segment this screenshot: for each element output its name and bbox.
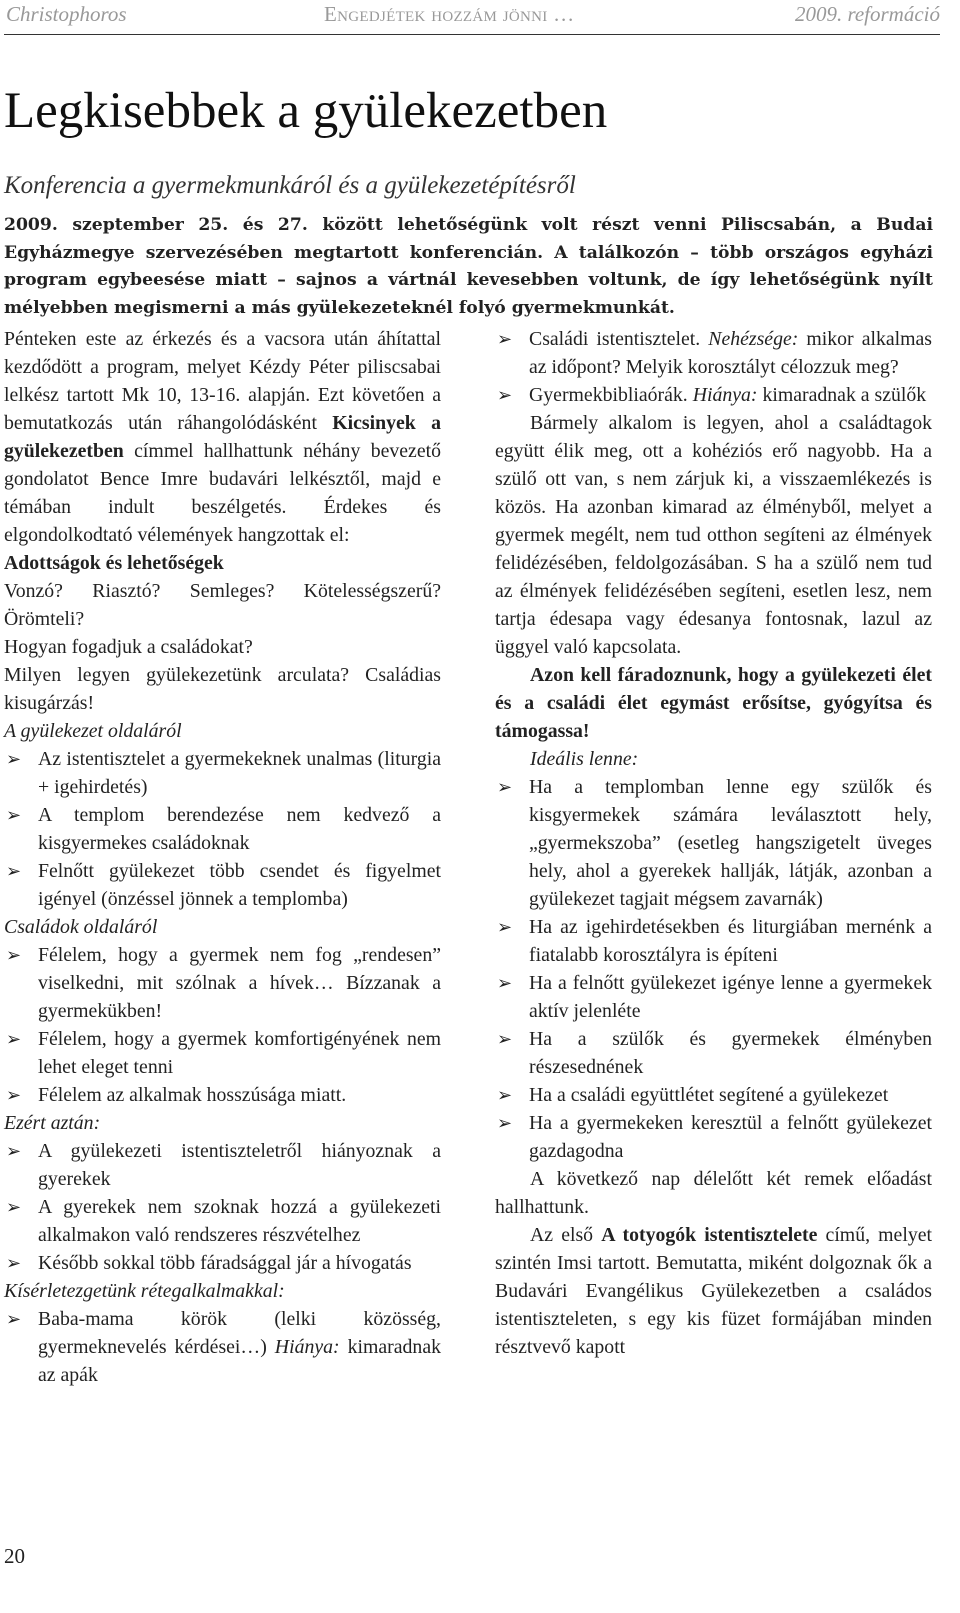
- arrow-bullet-icon: ➢: [6, 1253, 22, 1273]
- article-title: Legkisebbek a gyülekezetben: [4, 83, 608, 139]
- arrow-bullet-icon: ➢: [6, 1197, 22, 1217]
- bullet-item: ➢ Később sokkal több fáradsággal jár a hívogatás: [4, 1249, 441, 1277]
- arrow-bullet-icon: ➢: [497, 917, 513, 937]
- left-column: [4, 325, 441, 1389]
- session-title: Kicsinyek a gyülekezetben: [4, 412, 441, 462]
- arrow-bullet-icon: ➢: [497, 1029, 513, 1049]
- question-line: Hogyan fogadjuk a családokat?: [4, 636, 253, 658]
- right-column: [495, 325, 932, 1361]
- subsection-label: Ezért aztán:: [4, 1112, 101, 1134]
- arrow-bullet-icon: ➢: [497, 1085, 513, 1105]
- bullet-item: ➢ Ha a családi együttlétet segítené a gyülekezet: [495, 1081, 932, 1109]
- body-paragraph: A következő nap délelőtt két remek előadást hallhattunk.: [495, 1168, 932, 1218]
- body-paragraph: Bármely alkalom is legyen, ahol a családtagok együtt élik meg, ott a kohéziós erő nagyobb. Ha a szülő ott van, s nem zárjuk ki, a visszaemlékezés is közös. Ha azonban kimarad az élményből, melyet a gyermek megélt, nem tud otthon segíteni az élmények felidézésében, feldolgozásában. S ha a szülő nem tud az élmények felidézésében segíteni, esetlen lesz, nem tartja édesapa vagy édesanya fontosnak, lazul az üggyel való kapcsolata.: [495, 412, 932, 658]
- bullet-item: ➢ Félelem az alkalmak hosszúsága miatt.: [4, 1081, 441, 1109]
- arrow-bullet-icon: ➢: [497, 385, 513, 405]
- bullet-item: ➢ Ha a felnőtt gyülekezet igénye lenne a gyermekek aktív jelenléte: [495, 969, 932, 1025]
- bullet-item: ➢ A gyülekezeti istentiszteletről hiányoznak a gyerekek: [4, 1137, 441, 1193]
- subsection-label: Családok oldaláról: [4, 916, 158, 938]
- article-intro: 2009. szeptember 25. és 27. között lehetőségünk volt részt venni Piliscsabán, a Budai Egyházmegye szervezésében megtartott konferencián. A találkozón – több országos egyházi program egybeesése miatt – sajnos a vártnál kevesebben voltunk, de így lehetőségünk nyílt mélyebben megismerni a más gyülekezeteknél folyó gyermekmunkát.: [4, 215, 933, 318]
- arrow-bullet-icon: ➢: [6, 1029, 22, 1049]
- body-paragraph: Az első A totyogók istentisztelete című, melyet szintén Imsi tartott. Bemutatta, miként dolgoznak ők a Budavári Evangélikus Gyülekezetben a családos istentiszteleten, s egy kis füzet formájában minden résztvevő kapott: [495, 1224, 932, 1358]
- opening-paragraph: Pénteken este az érkezés és a vacsora után áhítattal kezdődött a program, melyet Kézdy Péter piliscsabai lelkész tartott Mk 10, 13-16. alapján. Ezt követően a bemutatkozás után ráhangolódásként Kicsinyek a gyülekezetben címmel hallhattunk néhány bevezető gondolatot Bence Imre budavári lelkésztől, majd e témában indult beszélgetés. Érdekes és elgondolkodtató vélemények hangzottak el:: [4, 328, 441, 546]
- running-header: [4, 0, 940, 35]
- page-number: 20: [4, 1544, 25, 1568]
- bullet-item: ➢ A gyerekek nem szoknak hozzá a gyülekezeti alkalmakon való rendszeres részvételhez: [4, 1193, 441, 1249]
- bullet-item: ➢ Ha a templomban lenne egy szülők és kisgyermekek számára leválasztott hely, „gyermekszoba” (esetleg hangszigetelt üveges hely, ahol a gyerekek hallják, látják, azonban a gyülekezet tagjait mégsem zavarnák): [495, 773, 932, 913]
- bullet-item: ➢ Gyermekbibliaórák. Hiánya: kimaradnak a szülők: [495, 381, 932, 409]
- arrow-bullet-icon: ➢: [497, 777, 513, 797]
- header-issue: 2009. reformáció: [794, 2, 940, 26]
- bullet-item: ➢ Baba-mama körök (lelki közösség, gyermeknevelés kérdései…) Hiánya: kimaradnak az apák: [4, 1305, 441, 1389]
- header-section: Engedjétek hozzám jönni …: [324, 2, 575, 26]
- bullet-item: ➢ Felnőtt gyülekezet több csendet és figyelmet igényel (önzéssel jönnek a templomba): [4, 857, 441, 913]
- arrow-bullet-icon: ➢: [6, 749, 22, 769]
- bullet-item: ➢ A templom berendezése nem kedvező a kisgyermekes családoknak: [4, 801, 441, 857]
- subsection-label: Ideális lenne:: [530, 748, 639, 770]
- arrow-bullet-icon: ➢: [497, 1113, 513, 1133]
- subsection-label: A gyülekezet oldaláról: [4, 720, 182, 742]
- question-line: Vonzó? Riasztó? Semleges? Kötelességszerű? Örömteli?: [4, 580, 441, 630]
- bullet-item: ➢ Ha az igehirdetésekben és liturgiában mernénk a fiatalabb korosztályra is építeni: [495, 913, 932, 969]
- bullet-item: ➢ Félelem, hogy a gyermek nem fog „rendesen” viselkedni, mit szólnak a hívek… Bízzanak a gyermekükben!: [4, 941, 441, 1025]
- arrow-bullet-icon: ➢: [6, 1085, 22, 1105]
- bullet-item: ➢ Az istentisztelet a gyermekeknek unalmas (liturgia + igehirdetés): [4, 745, 441, 801]
- bullet-item: ➢ Családi istentisztelet. Nehézsége: mikor alkalmas az időpont? Melyik korosztályt célozzuk meg?: [495, 325, 932, 381]
- subsection-label: Kísérletezgetünk rétegalkalmakkal:: [4, 1280, 285, 1302]
- arrow-bullet-icon: ➢: [497, 329, 513, 349]
- question-line: Milyen legyen gyülekezetünk arculata? Családias kisugárzás!: [4, 664, 441, 714]
- arrow-bullet-icon: ➢: [6, 1141, 22, 1161]
- section-heading: Adottságok és lehetőségek: [4, 552, 224, 574]
- arrow-bullet-icon: ➢: [6, 945, 22, 965]
- emphasis-paragraph: Azon kell fáradoznunk, hogy a gyülekezeti élet és a családi élet egymást erősítse, gyógyítsa és támogassa!: [495, 664, 932, 742]
- bullet-item: ➢ Félelem, hogy a gyermek komfortigényének nem lehet eleget tenni: [4, 1025, 441, 1081]
- header-publication: Christophoros: [6, 2, 127, 26]
- lecture-title: A totyogók istentisztelete: [601, 1224, 818, 1246]
- arrow-bullet-icon: ➢: [497, 973, 513, 993]
- arrow-bullet-icon: ➢: [6, 805, 22, 825]
- arrow-bullet-icon: ➢: [6, 861, 22, 881]
- arrow-bullet-icon: ➢: [6, 1309, 22, 1329]
- bullet-item: ➢ Ha a gyermekeken keresztül a felnőtt gyülekezet gazdagodna: [495, 1109, 932, 1165]
- article-subtitle: Konferencia a gyermekmunkáról és a gyülekezetépítésről: [4, 172, 576, 199]
- bullet-item: ➢ Ha a szülők és gyermekek élményben részesednének: [495, 1025, 932, 1081]
